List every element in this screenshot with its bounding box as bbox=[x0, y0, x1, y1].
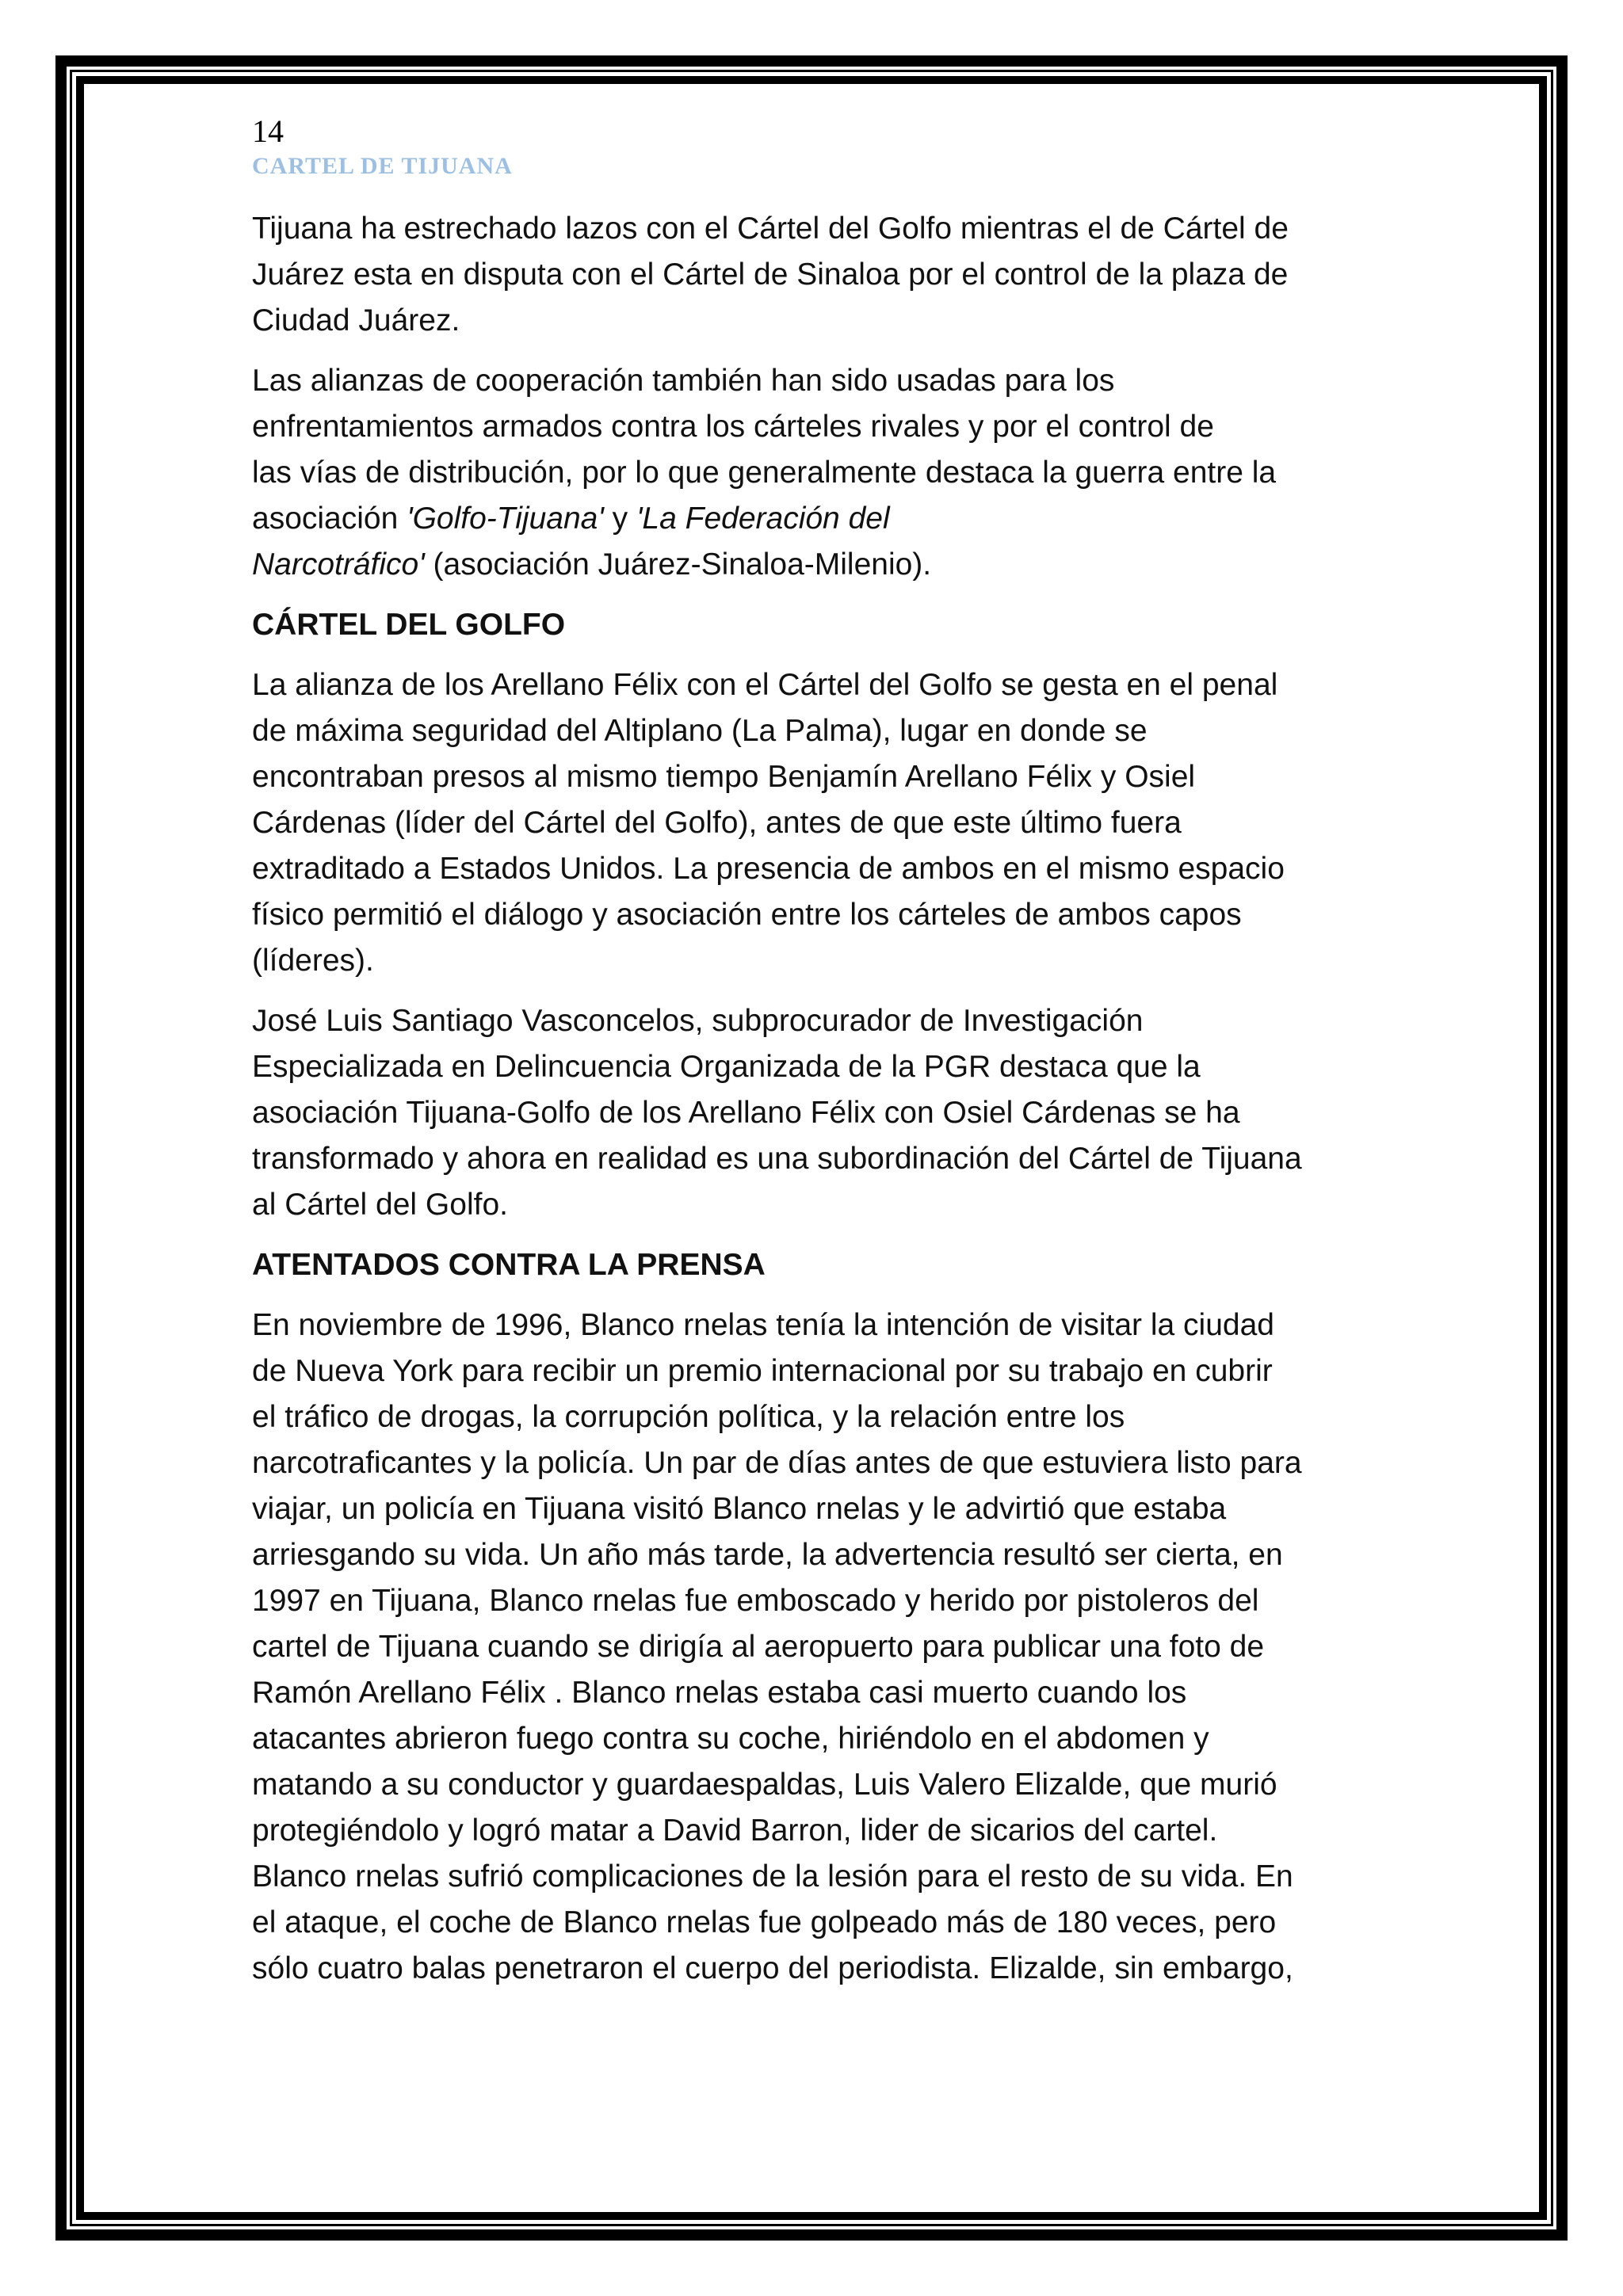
text-line: asociación Tijuana-Golfo de los Arellano Félix con Osiel Cárdenas se ha bbox=[252, 1096, 1240, 1130]
text-line: cartel de Tijuana cuando se dirigía al aeropuerto para publicar una foto de bbox=[252, 1630, 1265, 1664]
text-line: físico permitió el diálogo y asociación entre los cárteles de ambos capos bbox=[252, 898, 1242, 932]
text-line bbox=[252, 496, 1377, 542]
text-line: narcotraficantes y la policía. Un par de días antes de que estuviera listo para bbox=[252, 1446, 1302, 1480]
text-fragment: y bbox=[603, 502, 636, 536]
text-line: el ataque, el coche de Blanco rnelas fue golpeado más de 180 veces, pero bbox=[252, 1905, 1277, 1939]
paragraph-cooperation-alliances bbox=[252, 358, 1377, 588]
text-line: Tijuana ha estrechado lazos con el Cártel del Golfo mientras el de Cártel de bbox=[252, 212, 1289, 246]
text-line: Ramón Arellano Félix . Blanco rnelas estaba casi muerto cuando los bbox=[252, 1676, 1187, 1710]
text-line: extraditado a Estados Unidos. La presencia de ambos en el mismo espacio bbox=[252, 852, 1285, 886]
text-line: sólo cuatro balas penetraron el cuerpo del periodista. Elizalde, sin embargo, bbox=[252, 1951, 1293, 1985]
text-line: En noviembre de 1996, Blanco rnelas tenía la intención de visitar la ciudad bbox=[252, 1308, 1274, 1342]
text-line: Las alianzas de cooperación también han sido usadas para los bbox=[252, 364, 1115, 398]
text-line: transformado y ahora en realidad es una subordinación del Cártel de Tijuana bbox=[252, 1142, 1302, 1176]
text-line: al Cártel del Golfo. bbox=[252, 1188, 508, 1222]
text-line: enfrentamientos armados contra los cárteles rivales y por el control de bbox=[252, 410, 1214, 444]
text-line: de máxima seguridad del Altiplano (La Palma), lugar en donde se bbox=[252, 714, 1148, 748]
paragraph-alliance-golfo bbox=[252, 206, 1377, 344]
text-line: La alianza de los Arellano Félix con el Cártel del Golfo se gesta en el penal bbox=[252, 668, 1278, 702]
text-line: viajar, un policía en Tijuana visitó Blanco rnelas y le advirtió que estaba bbox=[252, 1492, 1227, 1526]
text-line: encontraban presos al mismo tiempo Benjamín Arellano Félix y Osiel bbox=[252, 760, 1196, 794]
text-line: Juárez esta en disputa con el Cártel de Sinaloa por el control de la plaza de bbox=[252, 257, 1289, 292]
italic-term-federacion: 'La Federación del bbox=[636, 502, 890, 536]
text-line: Especializada en Delincuencia Organizada de la PGR destaca que la bbox=[252, 1050, 1201, 1084]
paragraph-vasconcelos bbox=[252, 998, 1377, 1228]
text-fragment: (asociación Juárez-Sinaloa-Milenio). bbox=[424, 547, 932, 582]
paragraph-blanco-ornelas bbox=[252, 1302, 1377, 1992]
text-line: protegiéndolo y logró matar a David Barron, lider de sicarios del cartel. bbox=[252, 1814, 1218, 1848]
text-line: José Luis Santiago Vasconcelos, subprocurador de Investigación bbox=[252, 1004, 1144, 1038]
text-line: el tráfico de drogas, la corrupción política, y la relación entre los bbox=[252, 1400, 1125, 1434]
text-line: Blanco rnelas sufrió complicaciones de la lesión para el resto de su vida. En bbox=[252, 1859, 1293, 1894]
section-heading-cartel-del-golfo: CÁRTEL DEL GOLFO bbox=[252, 608, 566, 642]
paragraph-la-palma bbox=[252, 662, 1377, 984]
page-content bbox=[252, 113, 1377, 2006]
text-line: Cárdenas (líder del Cártel del Golfo), antes de que este último fuera bbox=[252, 806, 1182, 840]
text-line bbox=[252, 542, 1377, 588]
text-line: arriesgando su vida. Un año más tarde, la advertencia resultó ser cierta, en bbox=[252, 1538, 1283, 1572]
text-line: de Nueva York para recibir un premio internacional por su trabajo en cubrir bbox=[252, 1354, 1273, 1388]
text-line: matando a su conductor y guardaespaldas, Luis Valero Elizalde, que murió bbox=[252, 1768, 1277, 1802]
italic-term-narcotrafico: Narcotráfico' bbox=[252, 547, 425, 582]
text-line: Ciudad Juárez. bbox=[252, 303, 460, 338]
text-fragment: asociación bbox=[252, 502, 407, 536]
text-line: 1997 en Tijuana, Blanco rnelas fue emboscado y herido por pistoleros del bbox=[252, 1584, 1259, 1618]
text-line: (líderes). bbox=[252, 944, 374, 978]
italic-term-golfo-tijuana: 'Golfo-Tijuana' bbox=[407, 502, 604, 536]
section-heading-atentados: ATENTADOS CONTRA LA PRENSA bbox=[252, 1248, 766, 1282]
text-line: atacantes abrieron fuego contra su coche, hiriéndolo en el abdomen y bbox=[252, 1722, 1209, 1756]
text-line: las vías de distribución, por lo que generalmente destaca la guerra entre la bbox=[252, 456, 1277, 490]
running-head: CARTEL DE TIJUANA bbox=[252, 153, 513, 179]
page-number: 14 bbox=[252, 113, 284, 149]
